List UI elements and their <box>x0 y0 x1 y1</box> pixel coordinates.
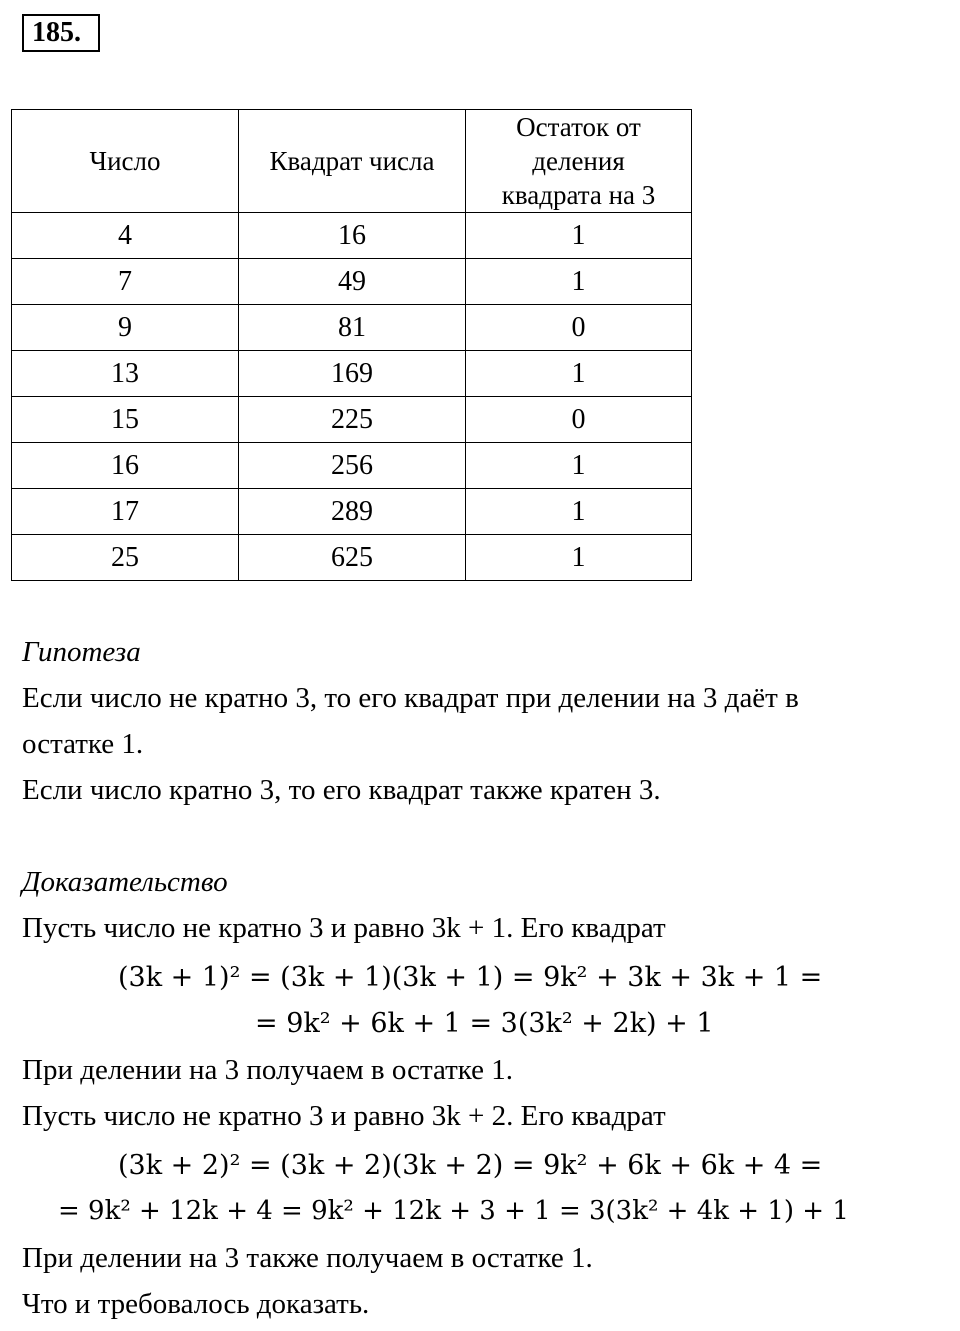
table-cell: 25 <box>12 535 239 581</box>
table-row <box>12 535 692 581</box>
hypothesis-text-line: Если число кратно 3, то его квадрат также кратен 3. <box>22 774 661 806</box>
hypothesis-text-line: остатке 1. <box>22 728 144 760</box>
header-remainder-line: Остаток от <box>516 112 641 142</box>
table-cell: 16 <box>239 213 466 259</box>
table-row <box>12 305 692 351</box>
header-remainder-line: квадрата на 3 <box>501 180 656 210</box>
table-cell: 0 <box>466 397 692 443</box>
squares-table <box>11 109 692 581</box>
table-row <box>12 489 692 535</box>
table-cell: 1 <box>466 443 692 489</box>
table-cell: 13 <box>12 351 239 397</box>
proof-case1-result: При делении на 3 получаем в остатке 1. <box>22 1054 514 1086</box>
table-cell: 256 <box>239 443 466 489</box>
table-cell: 1 <box>466 535 692 581</box>
table-cell: 1 <box>466 489 692 535</box>
table-row <box>12 259 692 305</box>
table-row <box>12 397 692 443</box>
table-cell: 1 <box>466 259 692 305</box>
table-cell: 625 <box>239 535 466 581</box>
table-cell: 17 <box>12 489 239 535</box>
table-cell: 49 <box>239 259 466 305</box>
proof-case2-equation: (3k + 2)² = (3k + 2)(3k + 2) = 9k² + 6k + 6k + 4 = <box>118 1150 823 1181</box>
header-number: Число <box>12 110 239 213</box>
header-remainder <box>466 110 692 213</box>
table-cell: 1 <box>466 351 692 397</box>
table-cell: 225 <box>239 397 466 443</box>
proof-case1-intro: Пусть число не кратно 3 и равно 3k + 1. Его квадрат <box>22 912 666 944</box>
table-cell: 289 <box>239 489 466 535</box>
proof-case2-equation: = 9k² + 12k + 4 = 9k² + 12k + 3 + 1 = 3(3k² + 4k + 1) + 1 <box>58 1196 849 1226</box>
table-row <box>12 443 692 489</box>
table-cell: 1 <box>466 213 692 259</box>
header-square: Квадрат числа <box>239 110 466 213</box>
proof-conclusion: Что и требовалось доказать. <box>22 1288 370 1320</box>
table-row <box>12 213 692 259</box>
table-cell: 169 <box>239 351 466 397</box>
proof-case1-equation: (3k + 1)² = (3k + 1)(3k + 1) = 9k² + 3k + 3k + 1 = <box>118 962 823 993</box>
table-row <box>12 351 692 397</box>
table-cell: 81 <box>239 305 466 351</box>
problem-number: 185. <box>22 14 100 52</box>
proof-case1-equation: = 9k² + 6k + 1 = 3(3k² + 2k) + 1 <box>255 1008 714 1039</box>
table-cell: 4 <box>12 213 239 259</box>
table-header-row <box>12 110 692 213</box>
hypothesis-text-line: Если число не кратно 3, то его квадрат при делении на 3 даёт в <box>22 682 799 714</box>
table-cell: 16 <box>12 443 239 489</box>
table-cell: 15 <box>12 397 239 443</box>
proof-title: Доказательство <box>22 866 228 898</box>
header-remainder-line: деления <box>532 146 625 176</box>
proof-case2-intro: Пусть число не кратно 3 и равно 3k + 2. Его квадрат <box>22 1100 666 1132</box>
table-cell: 9 <box>12 305 239 351</box>
proof-case2-result: При делении на 3 также получаем в остатке 1. <box>22 1242 593 1274</box>
table-cell: 0 <box>466 305 692 351</box>
table-cell: 7 <box>12 259 239 305</box>
hypothesis-title: Гипотеза <box>22 636 141 668</box>
